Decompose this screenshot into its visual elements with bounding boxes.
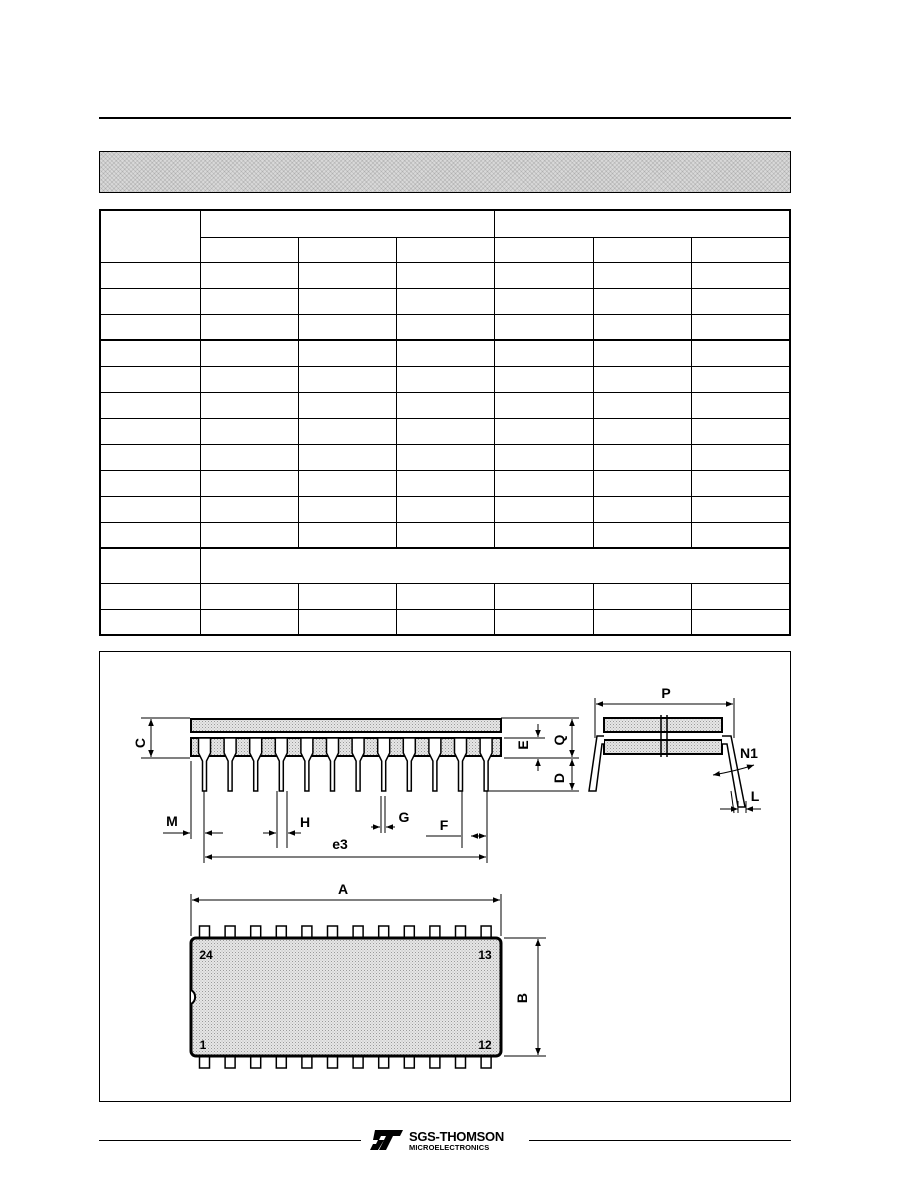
side-pin	[480, 738, 492, 791]
bottom-pin	[456, 1056, 466, 1068]
side-pin	[301, 738, 313, 791]
top-pin	[379, 926, 389, 938]
bottom-pin	[302, 1056, 312, 1068]
dimension-table	[99, 209, 791, 636]
st-logo	[369, 1128, 519, 1154]
side-pin	[455, 738, 467, 791]
side-pin	[250, 738, 262, 791]
top-pin	[251, 926, 261, 938]
dim-label-h: H	[299, 814, 311, 830]
top-pin	[200, 926, 210, 938]
table-row	[100, 366, 790, 392]
pin-label-24: 24	[199, 948, 213, 962]
footer-rule-left	[99, 1140, 361, 1141]
table-row	[100, 496, 790, 522]
table-row	[100, 470, 790, 496]
side-pin	[429, 738, 441, 791]
subheader-cell	[691, 237, 790, 262]
top-pin	[276, 926, 286, 938]
top-pin	[481, 926, 491, 938]
table-row-merged	[100, 548, 790, 583]
top-view	[191, 926, 501, 1068]
top-pin	[302, 926, 312, 938]
dim-label-c: C	[132, 737, 148, 749]
dim-label-g: G	[398, 809, 410, 825]
side-pin	[224, 738, 236, 791]
bottom-pin	[276, 1056, 286, 1068]
table-subheader-row	[100, 237, 790, 262]
dim-label-f: F	[439, 817, 449, 833]
top-pin	[404, 926, 414, 938]
side-pin	[199, 738, 211, 791]
bottom-pin	[353, 1056, 363, 1068]
brand-name: SGS-THOMSON	[409, 1129, 504, 1144]
pin-label-13: 13	[478, 948, 492, 962]
dim-label-b: B	[514, 992, 530, 1004]
top-pin	[225, 926, 235, 938]
bottom-pin	[481, 1056, 491, 1068]
bottom-pin	[404, 1056, 414, 1068]
dim-label-d: D	[551, 772, 567, 784]
dim-label-n1: N1	[740, 745, 758, 761]
top-pin	[456, 926, 466, 938]
dim-label-e: E	[515, 740, 531, 750]
subheader-cell	[298, 237, 396, 262]
dim-label-q: Q	[551, 734, 567, 746]
pin-label-12: 12	[478, 1038, 492, 1052]
dim-label-p: P	[661, 685, 671, 701]
table-row	[100, 314, 790, 340]
top-pin	[353, 926, 363, 938]
subheader-cell	[396, 237, 494, 262]
top-pin	[430, 926, 440, 938]
side-pin	[327, 738, 339, 791]
table-row	[100, 262, 790, 288]
footer-rule-right	[529, 1140, 791, 1141]
table-row	[100, 583, 790, 609]
side-pin	[275, 738, 287, 791]
subheader-cell	[593, 237, 691, 262]
header-unit-group-1	[200, 210, 494, 237]
st-logo-icon	[369, 1128, 405, 1152]
dim-label-e3: e3	[332, 836, 348, 852]
section-title-bar	[99, 151, 791, 193]
table-row	[100, 418, 790, 444]
side-pin	[403, 738, 415, 791]
table-row	[100, 340, 790, 366]
bottom-pin	[251, 1056, 261, 1068]
subheader-cell	[200, 237, 298, 262]
bottom-pin	[430, 1056, 440, 1068]
header-rule	[99, 117, 791, 119]
header-unit-group-2	[494, 210, 790, 237]
end-view	[589, 715, 745, 807]
header-dim-cell	[100, 210, 200, 262]
bottom-pin	[379, 1056, 389, 1068]
table-row	[100, 288, 790, 314]
subheader-cell	[494, 237, 593, 262]
dim-label-l: L	[750, 788, 760, 804]
table-row	[100, 392, 790, 418]
top-pin	[328, 926, 338, 938]
table-header-row	[100, 210, 790, 237]
brand-subtitle: MICROELECTRONICS	[409, 1143, 490, 1152]
side-pin	[352, 738, 364, 791]
table-row	[100, 444, 790, 470]
table-row	[100, 522, 790, 548]
pin-label-1: 1	[199, 1038, 207, 1052]
package-outline-drawing	[99, 651, 791, 1102]
side-pin	[378, 738, 390, 791]
dim-label-m: M	[166, 813, 178, 829]
bottom-pin	[225, 1056, 235, 1068]
dim-label-a: A	[337, 881, 349, 897]
bottom-pin	[328, 1056, 338, 1068]
side-view	[191, 719, 501, 791]
bottom-pin	[200, 1056, 210, 1068]
table-row	[100, 609, 790, 635]
